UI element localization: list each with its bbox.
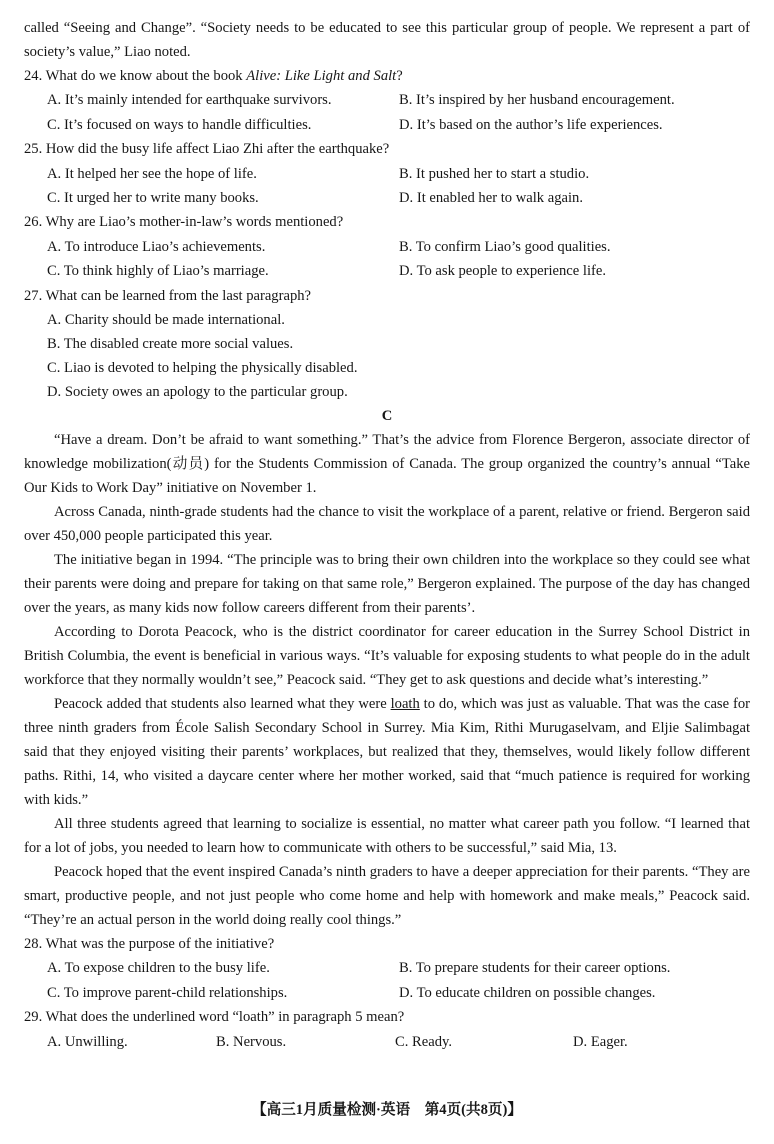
question-26: [24, 210, 750, 283]
option-d[interactable]: D. It enabled her to walk again.: [399, 190, 583, 207]
option-c[interactable]: C. Ready.: [395, 1033, 453, 1050]
question-stem: 27. What can be learned from the last paragraph?: [24, 287, 312, 304]
question-27: [24, 284, 750, 404]
option-b[interactable]: B. To confirm Liao’s good qualities.: [399, 238, 611, 255]
question-stem: 26. Why are Liao’s mother-in-law’s words mentioned?: [24, 214, 344, 231]
option-c[interactable]: C. It’s focused on ways to handle difficulties.: [47, 116, 312, 133]
option-a[interactable]: A. To introduce Liao’s achievements.: [47, 238, 266, 255]
paragraph-3: The initiative began in 1994. “The principle was to bring their own children into the workplace so they could see what their parents were doing and prepare for taking on that same role,” Bergeron explained. The purpose of the day has changed over the years, as many kids now follow careers different from their parents’.: [24, 552, 750, 617]
passage-body: [24, 16, 750, 1054]
paragraph-5: Peacock added that students also learned what they were loath to do, which was just as valuable. That was the case for three ninth graders from École Salish Secondary School in Surrey. Mia Kim, Rithi Murugaselvam, and Eljie Salimbagat said that they enjoyed visiting their parents’ workplaces, but realized that they, themselves, would likely follow different paths. Rithi, 14, who visited a daycare center where her mother worked, said that “much patience is required for working with kids.”: [24, 696, 750, 809]
option-d[interactable]: D. Eager.: [573, 1033, 628, 1050]
option-c[interactable]: C. It urged her to write many books.: [47, 190, 259, 207]
page-footer: 【高三1月质量检测·英语 第4页(共8页)】: [252, 1102, 522, 1118]
option-a[interactable]: A. It’s mainly intended for earthquake survivors.: [47, 92, 332, 109]
option-d[interactable]: D. To educate children on possible changes.: [399, 984, 656, 1001]
option-c[interactable]: C. To improve parent-child relationships.: [47, 984, 288, 1001]
options-list: [24, 308, 750, 404]
options-grid: [24, 162, 750, 211]
options-grid: [24, 956, 750, 1005]
option-b[interactable]: B. Nervous.: [216, 1033, 287, 1050]
option-c[interactable]: C. Liao is devoted to helping the physically disabled.: [47, 360, 358, 377]
question-24: [24, 64, 750, 137]
paragraph-6: All three students agreed that learning to socialize is essential, no matter what career path you follow. “I learned that for a lot of jobs, you needed to learn how to communicate with others to be successful,” said Mia, 13.: [24, 816, 750, 857]
question-stem: 24. What do we know about the book Alive: Like Light and Salt?: [24, 68, 403, 84]
option-a[interactable]: A. To expose children to the busy life.: [47, 960, 270, 977]
options-grid: [24, 88, 750, 137]
option-a[interactable]: A. Charity should be made international.: [47, 312, 285, 329]
book-title: Alive: Like Light and Salt: [246, 68, 397, 84]
passage-b-ending: called “Seeing and Change”. “Society needs to be educated to see this particular group of people. We represent a part of society’s value,” Liao noted.: [24, 20, 750, 60]
option-c[interactable]: C. To think highly of Liao’s marriage.: [47, 263, 269, 280]
section-heading: C: [381, 408, 393, 425]
question-stem: 29. What does the underlined word “loath” in paragraph 5 mean?: [24, 1009, 405, 1026]
option-d[interactable]: D. It’s based on the author’s life experiences.: [399, 116, 663, 133]
paragraph-7: Peacock hoped that the event inspired Canada’s ninth graders to have a deeper appreciation for their parents. “They are smart, productive people, and not just people who come home and help with homework and make meals,” Peacock said. “They’re an actual person in the world doing really cool things.”: [24, 864, 750, 929]
underlined-word: loath: [390, 696, 420, 713]
option-a[interactable]: A. It helped her see the hope of life.: [47, 165, 257, 182]
question-25: [24, 137, 750, 210]
option-b[interactable]: B. It’s inspired by her husband encouragement.: [399, 92, 675, 109]
question-29: [24, 1005, 750, 1054]
question-stem: 28. What was the purpose of the initiative?: [24, 936, 275, 953]
option-d[interactable]: D. To ask people to experience life.: [399, 263, 606, 280]
options-row: [24, 1030, 750, 1054]
paragraph-4: According to Dorota Peacock, who is the district coordinator for career education in the Surrey School District in British Columbia, the event is beneficial in various ways. “It’s valuable for exposing students to what people do in the adult workforce that they normally wouldn’t see,” Peacock said. “They get to ask questions and decide what’s interesting.”: [24, 624, 750, 689]
paragraph-2: Across Canada, ninth-grade students had the chance to visit the workplace of a parent, relative or friend. Bergeron said over 450,000 people participated this year.: [24, 504, 750, 545]
paragraph-1: “Have a dream. Don’t be afraid to want something.” That’s the advice from Florence Bergeron, associate director of knowledge mobilization(动员) for the Students Commission of Canada. The group organized the country’s annual “Take Our Kids to Work Day” initiative on November 1.: [24, 432, 750, 497]
question-stem: 25. How did the busy life affect Liao Zhi after the earthquake?: [24, 141, 390, 158]
option-b[interactable]: B. To prepare students for their career options.: [399, 960, 671, 977]
question-28: [24, 932, 750, 1005]
option-d[interactable]: D. Society owes an apology to the particular group.: [47, 384, 348, 401]
option-a[interactable]: A. Unwilling.: [47, 1033, 128, 1050]
option-b[interactable]: B. It pushed her to start a studio.: [399, 165, 590, 182]
option-b[interactable]: B. The disabled create more social values.: [47, 336, 294, 353]
options-grid: [24, 235, 750, 284]
